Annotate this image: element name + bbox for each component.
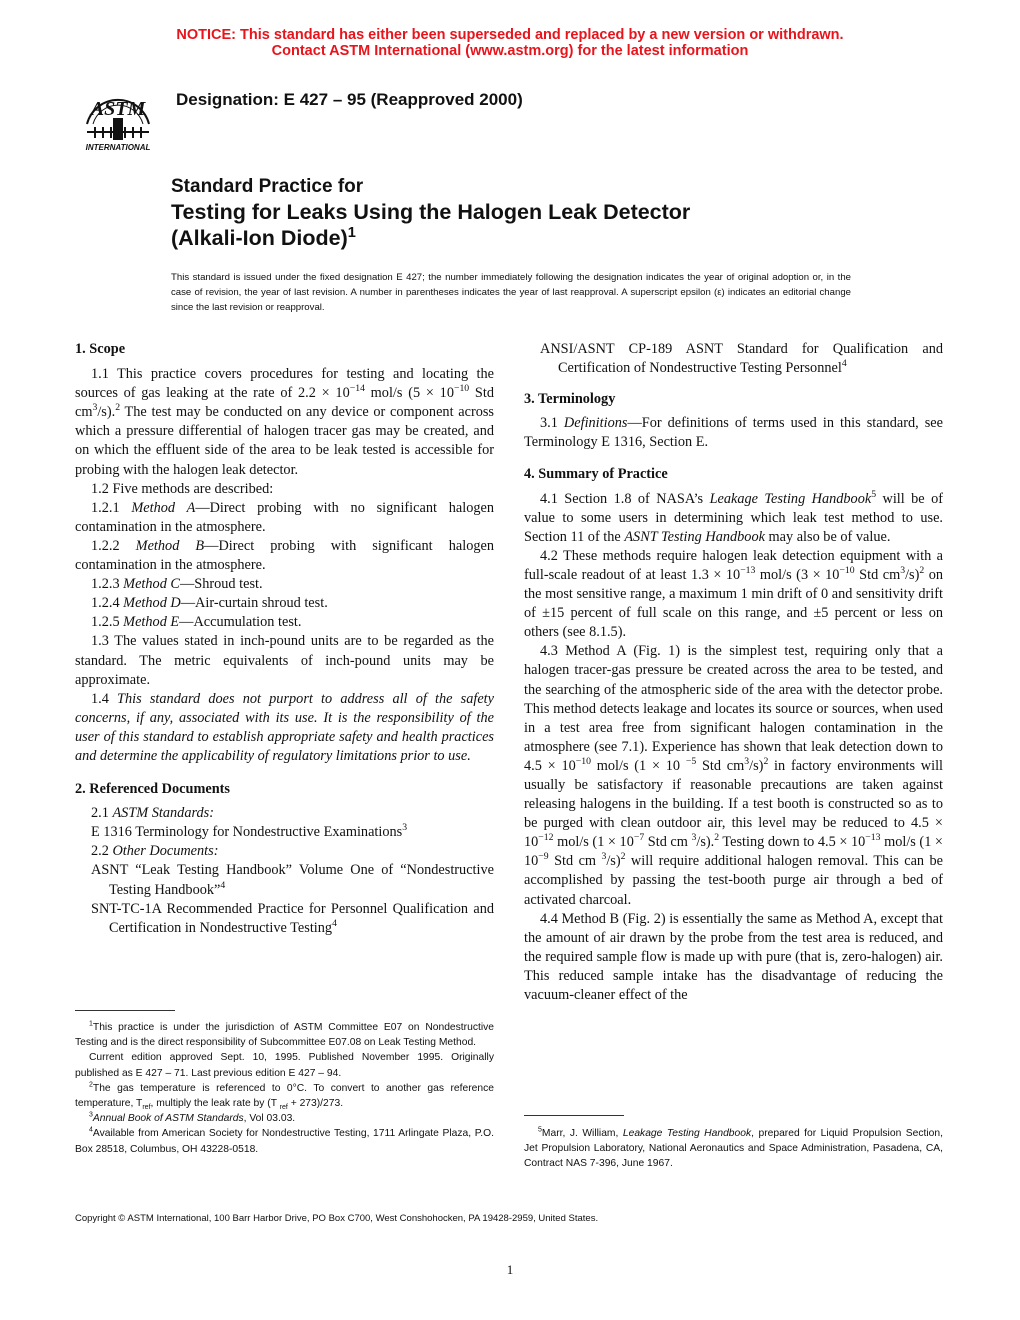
title-line-3: (Alkali-Ion Diode) [171,226,348,250]
footnote-2: $^2$The gas temperature is referenced to 0°C. To convert to another gas reference temperature, $T_{ref}$, multiply the leak rate by (T $_{ref}$ + 273)/273. [75,1081,494,1112]
designation: Designation: E 427 – 95 (Reapproved 2000) [176,90,523,109]
logo-subtext: INTERNATIONAL [85,143,151,152]
paragraph-1-1: 1.1 This practice covers procedures for testing and locating the sources of gas leaking at the rate of $2.2 \times 10^{-14}$ mol/s ($5 \times 10^{-10}$ Std $cm^3/s).^2$ The test may be conducted on any device or component across which a pressure differential of halogen tracer gas may be created, and on which the effluent side of the area to be leak tested is accessible for probing with the halogen leak detector. [75,366,494,478]
paragraph-1-3: 1.3 The values stated in inch-pound units are to be regarded as the standard. The metric equivalents of inch-pound units may be approximate. [75,633,494,688]
copyright-line: Copyright © ASTM International, 100 Barr Harbor Drive, PO Box C700, West Conshohocken, PA 19428-2959, United States. [75,1213,599,1224]
right-column [524,340,943,1005]
footnote-divider-right [524,1115,624,1116]
ref-e1316: E 1316 Terminology for Nondestructive Examinations$^3$ [91,822,408,841]
page-number: 1 [506,1262,514,1277]
footnote-1: $^1$This practice is under the jurisdiction of ASTM Committee E07 on Nondestructive Testing and is the direct responsibility of Subcommittee E07.08 on Leak Testing Method. [75,1020,494,1049]
ref-asnt: ASNT “Leak Testing Handbook” Volume One of “Nondestructive Testing Handbook”$^4$ [91,862,494,898]
method-b-item: 1.2.2 Method B—Direct probing with significant halogen contamination in the atmosphere. [75,537,494,574]
method-c-item: 1.2.3 Method C—Shroud test. [91,576,263,593]
ref-ansi-asnt: ANSI/ASNT CP-189 ASNT Standard for Qualification and Certification of Nondestructive Testing Personnel$^4$ [540,341,943,377]
left-column [75,340,494,938]
title-line-1: Standard Practice for [171,176,364,197]
footnote-4: $^4$Available from American Society for Nondestructive Testing, 1711 Arlingate Plaza, P.O. Box 28518, Columbus, OH 43228-0518. [75,1127,494,1155]
paragraph-4-2: 4.2 These methods require halogen leak detection equipment with a full-scale readout of at least $1.3 \times 10^{-13}$ mol/s ($3 \times 10^{-10}$ Std $cm^3/s)^2$ on the most sensitive range, a maximum 1 min drift of 0 and sensitivity drift of ±15 percent of full scale on this range, and ±5 percent or less on others (see 8.1.5). [524,547,944,641]
paragraph-4-1: 4.1 Section 1.8 of NASA’s Leakage Testing Handbook$^5$ will be of value to some users in determining which leak test method to use. Section 11 of the ASNT Testing Handbook may also be of value. [524,488,943,545]
notice-line-1: NOTICE: This standard has either been superseded and replaced by a new version or withdrawn. [176,27,844,43]
paragraph-1-2: 1.2 Five methods are described: [91,480,274,497]
astm-logo [73,80,163,152]
footnotes-right [524,1126,943,1172]
terminology-heading: 3. Terminology [524,391,616,408]
refdocs-heading: 2. Referenced Documents [75,781,230,798]
title-footnote-ref[interactable]: 1 [347,224,356,241]
method-e-item: 1.2.5 Method E—Accumulation test. [91,614,302,631]
footnote-5: $^5$Marr, J. William, Leakage Testing Handbook, prepared for Liquid Propulsion Section, Jet Propulsion Laboratory, National Aeronautics and Space Administration, Pasadena, CA, Contract NAS 7-396, June 1967. [524,1126,943,1170]
method-a-item: 1.2.1 Method A—Direct probing with no significant halogen contamination in the atmosphere. [75,499,495,535]
withdrawal-notice [0,27,1020,59]
footnote-ref-2[interactable]: 2 [115,402,121,414]
logo-text: ASTM [90,98,146,120]
scope-heading: 1. Scope [75,341,126,357]
ref-snt-tc-1a: SNT-TC-1A Recommended Practice for Personnel Qualification and Certification in Nondestructive Testing$^4$ [91,900,494,936]
other-documents-label: 2.2 Other Documents: [91,843,219,860]
summary-heading: 4. Summary of Practice [524,466,668,483]
footnote-divider-left [75,1010,175,1011]
footnotes-left [75,1020,494,1157]
paragraph-3-1: 3.1 Definitions—For definitions of terms used in this standard, see Terminology E 1316, Section E. [524,415,943,451]
title-line-2: Testing for Leaks Using the Halogen Leak Detector [171,200,691,224]
paragraph-4-3: 4.3 Method A (Fig. 1) is the simplest test, requiring only that a halogen tracer-gas pressure be created across the area to be tested, and the searching of the atmospheric side of the area with the detector probe. This method detects leakage and locates its source or sources, when used in a test area free from significant halogen contamination in the atmosphere (see 7.1). Experience has shown that leak detection down to $4.5 \times 10^{-10}$ mol/s (1 × 10 $^{-5}$ Std $cm^3/s)^2$ in factory environments will usually be satisfactory if reasonable precautions are taken against releasing halogens in the building. If a test booth is constructed so as to be purged with clean outdoor air, this level may be reduced to $4.5 \times 10^{-12}$ mol/s ($1 \times 10^{-7}$ Std cm $^3$/s).$^2$ Testing down to $4.5 \times 10^{-13}$ mol/s ($1 \times 10^{-9}$ Std cm $^3$/s)$^2$ will require additional halogen removal. This can be accomplished by passing the test-booth purge air through a bed of activated charcoal. [524,643,944,908]
issued-note: This standard is issued under the fixed designation E 427; the number immediately following the designation indicates the year of original adoption or, in the case of revision, the year of last revision. A number in parentheses indicates the year of last reapproval. A superscript epsilon (ε) indicates an editorial change since the last revision or reapproval. [171,272,851,313]
paragraph-4-4: 4.4 Method B (Fig. 2) is essentially the same as Method A, except that the amount of air drawn by the probe from the test area is reduced, and the required sample flow is made up with pure (that is, zero-halogen) air. This reduced sample intake has the disadvantage of reducing the vacuum-cleaner effect of the [524,910,943,1003]
notice-line-2: Contact ASTM International (www.astm.org) for the latest information [271,43,749,59]
footnote-3: $^3$Annual Book of ASTM Standards, Vol 03.03. [89,1111,296,1125]
astm-standards-label: 2.1 ASTM Standards: [91,805,214,822]
method-d-item: 1.2.4 Method D—Air-curtain shroud test. [91,595,328,612]
paragraph-1-4: 1.4 This standard does not purport to address all of the safety concerns, if any, associated with its use. It is the responsibility of the user of this standard to establish appropriate safety and health practices and determine the applicability of regulatory limitations prior to use. [75,690,494,764]
document-title [171,175,931,251]
footnote-1-current-edition: Current edition approved Sept. 10, 1995. Published November 1995. Originally published as E 427 – 71. Last previous edition E 427 – 94. [75,1052,494,1079]
astm-logo-icon [73,80,163,152]
